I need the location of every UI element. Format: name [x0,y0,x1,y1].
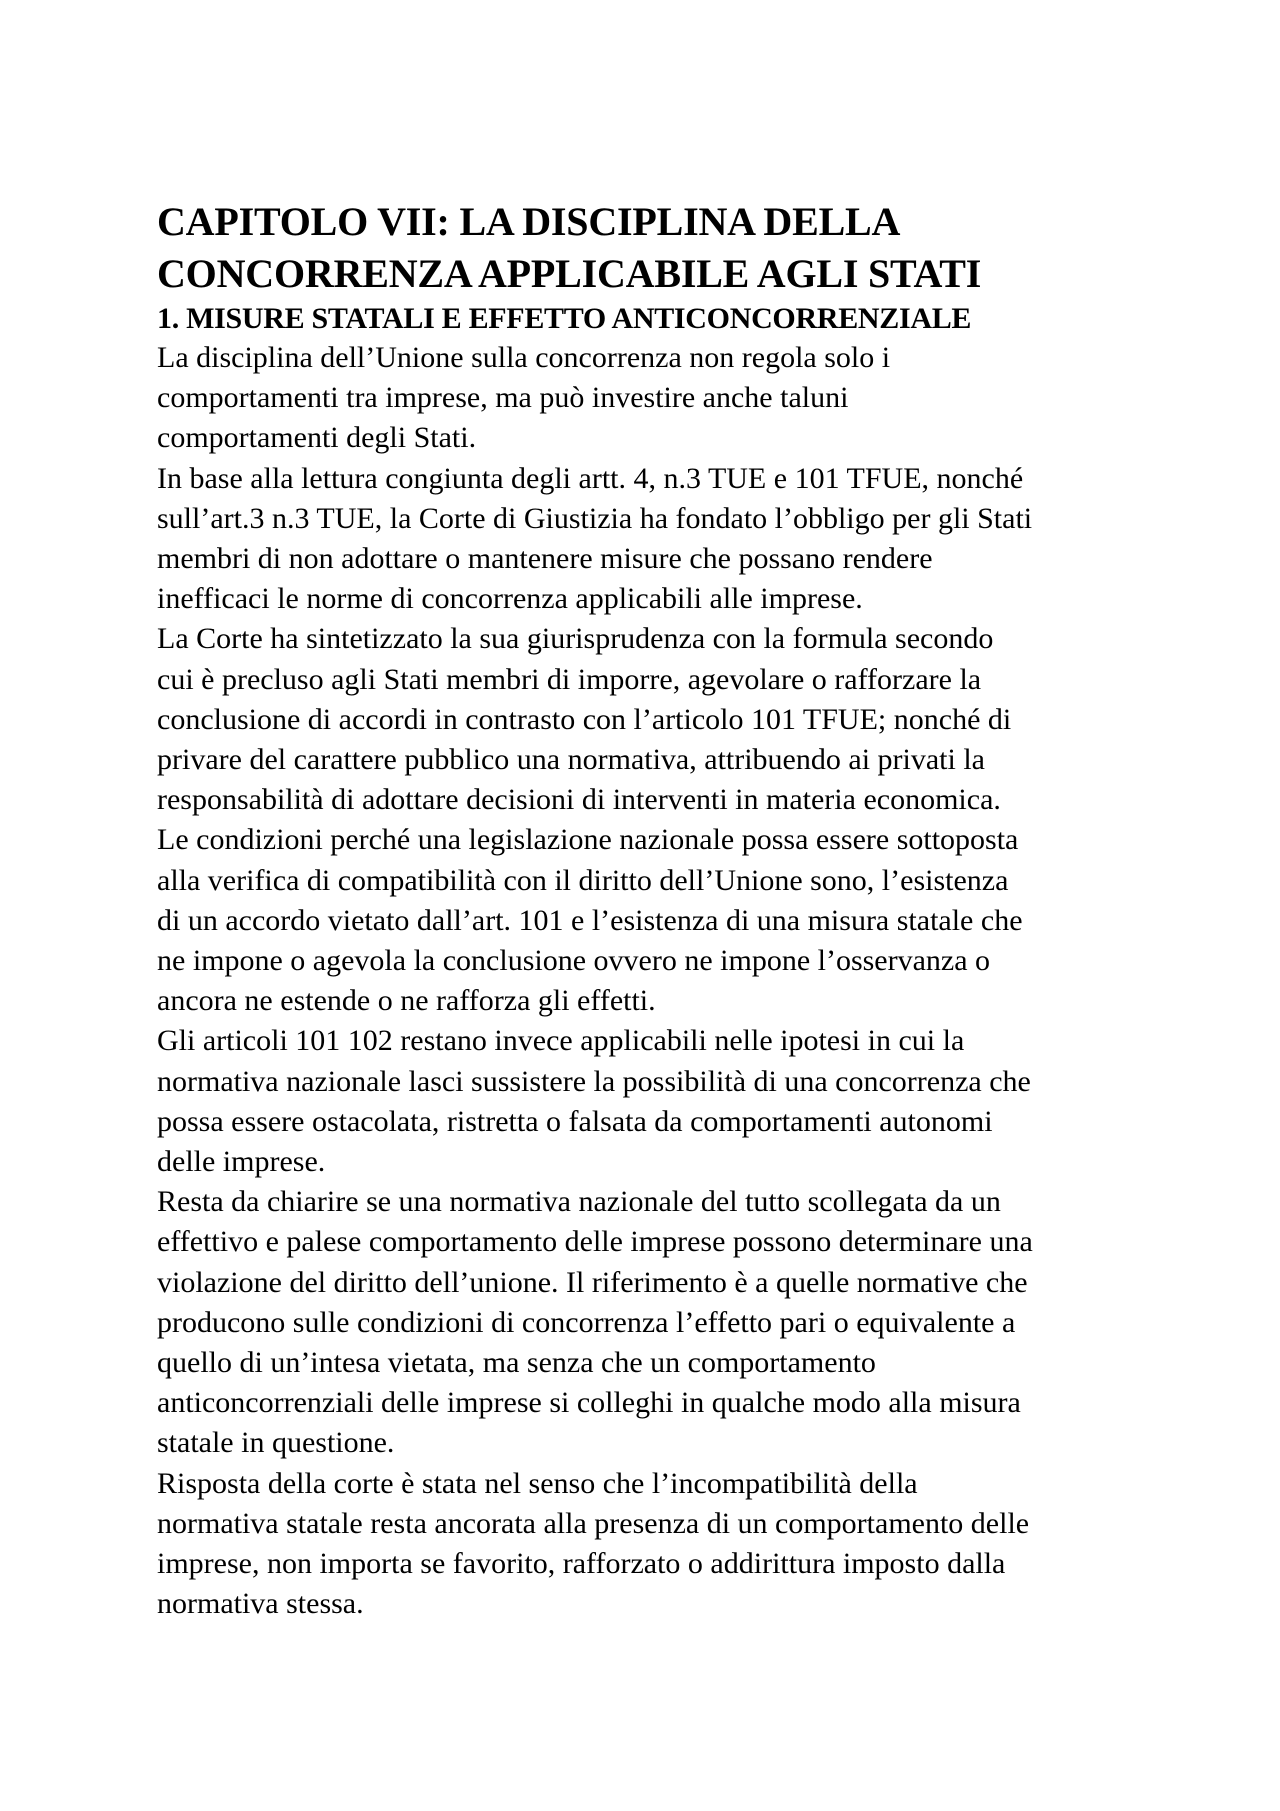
paragraph-line: alla verifica di compatibilità con il diritto dell’Unione sono, l’esistenza [157,863,1009,897]
paragraph-line: di un accordo vietato dall’art. 101 e l’esistenza di una misura statale che [157,903,1023,937]
paragraph-line: In base alla lettura congiunta degli artt. 4, n.3 TUE e 101 TFUE, nonché [157,461,1024,495]
paragraph-line: inefficaci le norme di concorrenza applicabili alle imprese. [157,582,863,616]
paragraph-line: Risposta della corte è stata nel senso che l’incompatibilità della [157,1466,918,1500]
paragraph-line: comportamenti degli Stati. [157,421,477,455]
paragraph-line: anticoncorrenziali delle imprese si colleghi in qualche modo alla misura [157,1386,1021,1420]
document-body [157,196,1137,1625]
body-paragraph [157,338,1137,459]
paragraph-line: privare del carattere pubblico una normativa, attribuendo ai privati la [157,743,985,777]
paragraph-line: imprese, non importa se favorito, rafforzato o addirittura imposto dalla [157,1547,1006,1581]
paragraph-line: membri di non adottare o mantenere misure che possano rendere [157,542,933,576]
paragraph-line: statale in questione. [157,1426,395,1460]
body-paragraph [157,820,1137,1021]
paragraph-line: Gli articoli 101 102 restano invece applicabili nelle ipotesi in cui la [157,1024,965,1058]
paragraph-line: La disciplina dell’Unione sulla concorrenza non regola solo i [157,341,891,374]
body-paragraph [157,1021,1137,1182]
paragraph-line: violazione del diritto dell’unione. Il riferimento è a quelle normative che [157,1265,1028,1299]
paragraph-line: La Corte ha sintetizzato la sua giurisprudenza con la formula secondo [157,622,994,656]
paragraph-line: effettivo e palese comportamento delle imprese possono determinare una [157,1225,1033,1259]
paragraphs [157,338,1137,1625]
paragraph-line: normativa statale resta ancorata alla presenza di un comportamento delle [157,1506,1030,1540]
paragraph-line: cui è precluso agli Stati membri di imporre, agevolare o rafforzare la [157,662,982,696]
paragraph-line: normativa nazionale lasci sussistere la possibilità di una concorrenza che [157,1064,1031,1098]
paragraph-line: delle imprese. [157,1145,326,1179]
paragraph-line: responsabilità di adottare decisioni di interventi in materia economica. [157,783,1001,817]
body-paragraph [157,459,1137,620]
chapter-title-line: CAPITOLO VII: LA DISCIPLINA DELLA [157,199,901,244]
chapter-title [157,196,1137,300]
paragraph-line: conclusione di accordi in contrasto con l’articolo 101 TFUE; nonché di [157,702,1012,736]
paragraph-line: Resta da chiarire se una normativa nazionale del tutto scollegata da un [157,1185,1001,1219]
paragraph-line: producono sulle condizioni di concorrenza l’effetto pari o equivalente a [157,1305,1016,1339]
paragraph-line: comportamenti tra imprese, ma può investire anche taluni [157,381,849,415]
paragraph-line: possa essere ostacolata, ristretta o falsata da comportamenti autonomi [157,1104,993,1138]
body-paragraph [157,1464,1137,1625]
body-paragraph [157,619,1137,820]
paragraph-line: quello di un’intesa vietata, ma senza che un comportamento [157,1346,876,1380]
section-heading: 1. MISURE STATALI E EFFETTO ANTICONCORRENZIALE [157,302,972,335]
paragraph-line: normativa stessa. [157,1587,364,1621]
paragraph-line: sull’art.3 n.3 TUE, la Corte di Giustizia ha fondato l’obbligo per gli Stati [157,501,1033,535]
paragraph-line: Le condizioni perché una legislazione nazionale possa essere sottoposta [157,823,1019,857]
paragraph-line: ne impone o agevola la conclusione ovvero ne impone l’osservanza o [157,944,991,978]
paragraph-line: ancora ne estende o ne rafforza gli effetti. [157,984,656,1018]
chapter-title-line: CONCORRENZA APPLICABILE AGLI STATI [157,251,982,296]
body-paragraph [157,1182,1137,1463]
